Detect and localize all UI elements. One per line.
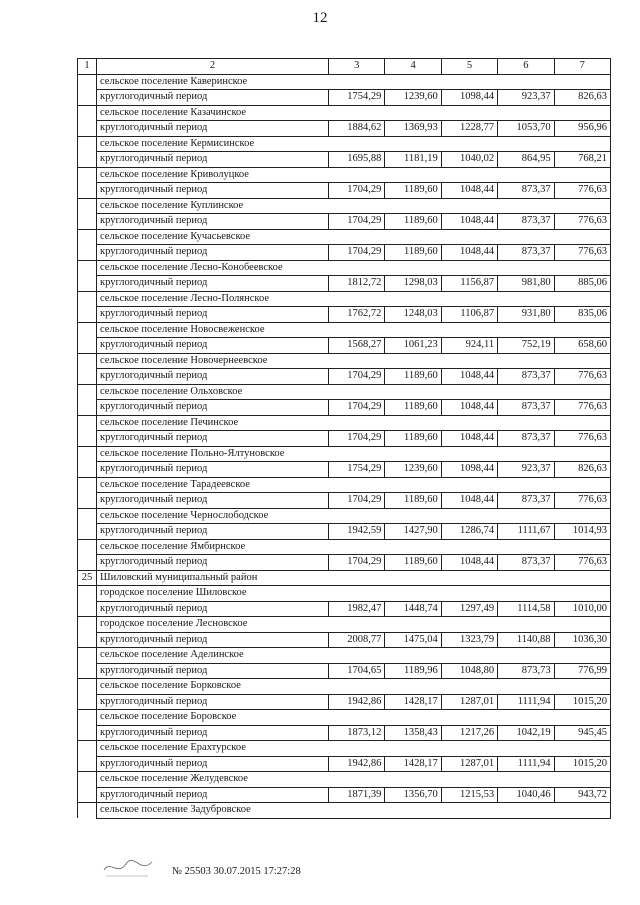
tariff-value: 873,37 xyxy=(498,245,554,261)
row-number-cell xyxy=(78,601,97,617)
district-number: 25 xyxy=(78,570,97,586)
tariff-value: 1704,29 xyxy=(329,555,385,571)
tariff-value: 945,45 xyxy=(554,725,610,741)
period-row xyxy=(78,183,611,199)
row-number-cell xyxy=(78,741,97,757)
column-header: 1 xyxy=(78,59,97,75)
row-number-cell xyxy=(78,772,97,788)
tariff-value: 956,96 xyxy=(554,121,610,137)
period-row xyxy=(78,493,611,509)
row-number-cell xyxy=(78,152,97,168)
period-row xyxy=(78,555,611,571)
settlement-name-row xyxy=(78,477,611,493)
tariff-value: 1369,93 xyxy=(385,121,441,137)
tariff-value: 1358,43 xyxy=(385,725,441,741)
period-row xyxy=(78,400,611,416)
tariff-value: 1942,59 xyxy=(329,524,385,540)
period-label: круглогодичный период xyxy=(97,307,329,323)
tariff-value: 1098,44 xyxy=(441,462,497,478)
tariff-value: 1040,02 xyxy=(441,152,497,168)
tariff-value: 1048,44 xyxy=(441,555,497,571)
tariff-value: 776,63 xyxy=(554,245,610,261)
tariff-value: 1189,60 xyxy=(385,431,441,447)
tariff-value: 885,06 xyxy=(554,276,610,292)
settlement-name: сельское поселение Аделинское xyxy=(97,648,611,664)
tariff-value: 1754,29 xyxy=(329,462,385,478)
period-row xyxy=(78,663,611,679)
settlement-name: сельское поселение Борковское xyxy=(97,679,611,695)
period-row xyxy=(78,725,611,741)
district-row xyxy=(78,570,611,586)
row-number-cell xyxy=(78,524,97,540)
row-number-cell xyxy=(78,183,97,199)
tariff-value: 1048,44 xyxy=(441,369,497,385)
tariff-value: 981,80 xyxy=(498,276,554,292)
settlement-name-row xyxy=(78,415,611,431)
row-number-cell xyxy=(78,74,97,90)
tariff-value: 1695,88 xyxy=(329,152,385,168)
row-number-cell xyxy=(78,679,97,695)
period-label: круглогодичный период xyxy=(97,663,329,679)
period-label: круглогодичный период xyxy=(97,431,329,447)
tariff-value: 1098,44 xyxy=(441,90,497,106)
tariff-value: 1427,90 xyxy=(385,524,441,540)
tariff-value: 1189,60 xyxy=(385,214,441,230)
settlement-name-row xyxy=(78,291,611,307)
tariff-value: 873,73 xyxy=(498,663,554,679)
column-number-row xyxy=(78,59,611,75)
settlement-name-row xyxy=(78,384,611,400)
tariff-value: 873,37 xyxy=(498,400,554,416)
row-number-cell xyxy=(78,121,97,137)
tariff-value: 864,95 xyxy=(498,152,554,168)
settlement-name-row xyxy=(78,586,611,602)
period-row xyxy=(78,245,611,261)
settlement-name: сельское поселение Кучасьевское xyxy=(97,229,611,245)
tariff-value: 1287,01 xyxy=(441,694,497,710)
tariff-value: 1298,03 xyxy=(385,276,441,292)
tariff-value: 776,63 xyxy=(554,493,610,509)
tariff-value: 1982,47 xyxy=(329,601,385,617)
tariff-value: 1036,30 xyxy=(554,632,610,648)
period-row xyxy=(78,524,611,540)
row-number-cell xyxy=(78,229,97,245)
signature-stamp xyxy=(100,856,160,880)
tariff-value: 1287,01 xyxy=(441,756,497,772)
settlement-name: сельское поселение Каверинское xyxy=(97,74,611,90)
tariff-value: 1189,60 xyxy=(385,400,441,416)
settlement-name: сельское поселение Куплинское xyxy=(97,198,611,214)
tariff-value: 835,06 xyxy=(554,307,610,323)
tariff-value: 923,37 xyxy=(498,90,554,106)
period-row xyxy=(78,152,611,168)
tariff-value: 873,37 xyxy=(498,555,554,571)
row-number-cell xyxy=(78,276,97,292)
period-label: круглогодичный период xyxy=(97,214,329,230)
period-label: круглогодичный период xyxy=(97,725,329,741)
tariff-value: 1040,46 xyxy=(498,787,554,803)
row-number-cell xyxy=(78,539,97,555)
tariff-value: 1942,86 xyxy=(329,694,385,710)
column-header: 6 xyxy=(498,59,554,75)
tariff-value: 776,63 xyxy=(554,431,610,447)
row-number-cell xyxy=(78,90,97,106)
settlement-name: сельское поселение Задубровское xyxy=(97,803,611,819)
settlement-name-row xyxy=(78,229,611,245)
tariff-value: 826,63 xyxy=(554,90,610,106)
tariff-value: 1812,72 xyxy=(329,276,385,292)
tariff-value: 1048,44 xyxy=(441,245,497,261)
tariff-value: 923,37 xyxy=(498,462,554,478)
tariff-value: 1297,49 xyxy=(441,601,497,617)
row-number-cell xyxy=(78,369,97,385)
column-header: 7 xyxy=(554,59,610,75)
tariff-value: 1704,29 xyxy=(329,400,385,416)
tariff-value: 1873,12 xyxy=(329,725,385,741)
tariff-value: 1356,70 xyxy=(385,787,441,803)
tariff-value: 1048,44 xyxy=(441,183,497,199)
settlement-name: сельское поселение Кермисинское xyxy=(97,136,611,152)
tariff-value: 1871,39 xyxy=(329,787,385,803)
row-number-cell xyxy=(78,648,97,664)
page-number: 12 xyxy=(312,10,328,26)
row-number-cell xyxy=(78,307,97,323)
tariff-value: 1042,19 xyxy=(498,725,554,741)
period-label: круглогодичный период xyxy=(97,787,329,803)
tariff-value: 1704,29 xyxy=(329,431,385,447)
tariff-value: 1704,29 xyxy=(329,493,385,509)
row-number-cell xyxy=(78,632,97,648)
tariff-value: 1048,44 xyxy=(441,493,497,509)
tariff-value: 1189,60 xyxy=(385,183,441,199)
row-number-cell xyxy=(78,384,97,400)
tariff-value: 1323,79 xyxy=(441,632,497,648)
tariff-value: 1061,23 xyxy=(385,338,441,354)
tariff-value: 826,63 xyxy=(554,462,610,478)
tariff-value: 873,37 xyxy=(498,369,554,385)
row-number-cell xyxy=(78,586,97,602)
tariff-value: 1215,53 xyxy=(441,787,497,803)
tariff-value: 873,37 xyxy=(498,431,554,447)
column-header: 5 xyxy=(441,59,497,75)
tariff-value: 1106,87 xyxy=(441,307,497,323)
tariff-table xyxy=(77,58,611,819)
period-row xyxy=(78,601,611,617)
settlement-name: сельское поселение Ольховское xyxy=(97,384,611,400)
tariff-value: 1704,29 xyxy=(329,245,385,261)
period-label: круглогодичный период xyxy=(97,183,329,199)
settlement-name: сельское поселение Новочернеевское xyxy=(97,353,611,369)
settlement-name: сельское поселение Печинское xyxy=(97,415,611,431)
settlement-name-row xyxy=(78,322,611,338)
row-number-cell xyxy=(78,462,97,478)
document-stamp-text: № 25503 30.07.2015 17:27:28 xyxy=(172,866,301,877)
tariff-value: 1053,70 xyxy=(498,121,554,137)
settlement-name: сельское поселение Тарадеевское xyxy=(97,477,611,493)
tariff-value: 1189,96 xyxy=(385,663,441,679)
settlement-name-row xyxy=(78,741,611,757)
period-row xyxy=(78,632,611,648)
period-label: круглогодичный период xyxy=(97,524,329,540)
tariff-value: 1448,74 xyxy=(385,601,441,617)
settlement-name-row xyxy=(78,617,611,633)
column-header: 3 xyxy=(329,59,385,75)
settlement-name-row xyxy=(78,198,611,214)
settlement-name-row xyxy=(78,679,611,695)
settlement-name: сельское поселение Лесно-Полянское xyxy=(97,291,611,307)
settlement-name-row xyxy=(78,710,611,726)
tariff-value: 1189,60 xyxy=(385,493,441,509)
tariff-value: 1189,60 xyxy=(385,245,441,261)
tariff-value: 1704,29 xyxy=(329,214,385,230)
period-row xyxy=(78,694,611,710)
period-row xyxy=(78,307,611,323)
row-number-cell xyxy=(78,400,97,416)
period-row xyxy=(78,431,611,447)
row-number-cell xyxy=(78,198,97,214)
tariff-value: 1942,86 xyxy=(329,756,385,772)
tariff-value: 776,63 xyxy=(554,183,610,199)
tariff-value: 1015,20 xyxy=(554,756,610,772)
tariff-value: 776,99 xyxy=(554,663,610,679)
tariff-value: 1189,60 xyxy=(385,369,441,385)
tariff-value: 1704,65 xyxy=(329,663,385,679)
tariff-value: 776,63 xyxy=(554,214,610,230)
tariff-value: 1428,17 xyxy=(385,694,441,710)
period-label: круглогодичный период xyxy=(97,462,329,478)
row-number-cell xyxy=(78,663,97,679)
settlement-name: городское поселение Шиловское xyxy=(97,586,611,602)
row-number-cell xyxy=(78,756,97,772)
period-label: круглогодичный период xyxy=(97,121,329,137)
tariff-value: 1140,88 xyxy=(498,632,554,648)
settlement-name-row xyxy=(78,260,611,276)
row-number-cell xyxy=(78,446,97,462)
row-number-cell xyxy=(78,787,97,803)
row-number-cell xyxy=(78,725,97,741)
tariff-value: 1704,29 xyxy=(329,183,385,199)
settlement-name-row xyxy=(78,136,611,152)
row-number-cell xyxy=(78,415,97,431)
tariff-value: 924,11 xyxy=(441,338,497,354)
tariff-value: 1754,29 xyxy=(329,90,385,106)
row-number-cell xyxy=(78,260,97,276)
tariff-value: 658,60 xyxy=(554,338,610,354)
period-row xyxy=(78,214,611,230)
row-number-cell xyxy=(78,353,97,369)
settlement-name-row xyxy=(78,105,611,121)
settlement-name: сельское поселение Чернослободское xyxy=(97,508,611,524)
settlement-name-row xyxy=(78,508,611,524)
row-number-cell xyxy=(78,322,97,338)
settlement-name: сельское поселение Криволуцкое xyxy=(97,167,611,183)
row-number-cell xyxy=(78,214,97,230)
settlement-name: городское поселение Лесновское xyxy=(97,617,611,633)
tariff-value: 1217,26 xyxy=(441,725,497,741)
tariff-value: 873,37 xyxy=(498,214,554,230)
tariff-table-body xyxy=(78,59,611,819)
tariff-value: 1048,44 xyxy=(441,214,497,230)
settlement-name: сельское поселение Ямбирнское xyxy=(97,539,611,555)
tariff-value: 873,37 xyxy=(498,493,554,509)
tariff-value: 1428,17 xyxy=(385,756,441,772)
tariff-value: 776,63 xyxy=(554,369,610,385)
period-row xyxy=(78,756,611,772)
tariff-value: 943,72 xyxy=(554,787,610,803)
period-label: круглогодичный период xyxy=(97,601,329,617)
settlement-name-row xyxy=(78,539,611,555)
settlement-name: сельское поселение Новосвеженское xyxy=(97,322,611,338)
tariff-value: 1189,60 xyxy=(385,555,441,571)
tariff-value: 1286,74 xyxy=(441,524,497,540)
settlement-name: сельское поселение Желудевское xyxy=(97,772,611,788)
period-label: круглогодичный период xyxy=(97,369,329,385)
period-label: круглогодичный период xyxy=(97,632,329,648)
tariff-value: 1114,58 xyxy=(498,601,554,617)
tariff-value: 1181,19 xyxy=(385,152,441,168)
period-label: круглогодичный период xyxy=(97,276,329,292)
row-number-cell xyxy=(78,136,97,152)
tariff-value: 1884,62 xyxy=(329,121,385,137)
period-label: круглогодичный период xyxy=(97,245,329,261)
column-header: 2 xyxy=(97,59,329,75)
tariff-value: 931,80 xyxy=(498,307,554,323)
row-number-cell xyxy=(78,245,97,261)
tariff-value: 1248,03 xyxy=(385,307,441,323)
period-row xyxy=(78,462,611,478)
settlement-name-row xyxy=(78,167,611,183)
period-label: круглогодичный период xyxy=(97,338,329,354)
settlement-name: сельское поселение Боровское xyxy=(97,710,611,726)
tariff-value: 1568,27 xyxy=(329,338,385,354)
tariff-value: 1048,80 xyxy=(441,663,497,679)
tariff-value: 1014,93 xyxy=(554,524,610,540)
tariff-value: 776,63 xyxy=(554,400,610,416)
row-number-cell xyxy=(78,291,97,307)
settlement-name-row xyxy=(78,74,611,90)
period-row xyxy=(78,369,611,385)
settlement-name: сельское поселение Польно-Ялтуновское xyxy=(97,446,611,462)
period-label: круглогодичный период xyxy=(97,756,329,772)
settlement-name: сельское поселение Ерахтурское xyxy=(97,741,611,757)
tariff-value: 1228,77 xyxy=(441,121,497,137)
period-row xyxy=(78,276,611,292)
tariff-value: 776,63 xyxy=(554,555,610,571)
row-number-cell xyxy=(78,477,97,493)
column-header: 4 xyxy=(385,59,441,75)
settlement-name-row xyxy=(78,772,611,788)
tariff-value: 1048,44 xyxy=(441,431,497,447)
tariff-value: 1704,29 xyxy=(329,369,385,385)
tariff-value: 1048,44 xyxy=(441,400,497,416)
row-number-cell xyxy=(78,710,97,726)
tariff-value: 1010,00 xyxy=(554,601,610,617)
settlement-name-row xyxy=(78,353,611,369)
row-number-cell xyxy=(78,431,97,447)
period-label: круглогодичный период xyxy=(97,152,329,168)
tariff-value: 768,21 xyxy=(554,152,610,168)
row-number-cell xyxy=(78,617,97,633)
row-number-cell xyxy=(78,555,97,571)
row-number-cell xyxy=(78,694,97,710)
tariff-value: 752,19 xyxy=(498,338,554,354)
period-label: круглогодичный период xyxy=(97,400,329,416)
tariff-value: 1015,20 xyxy=(554,694,610,710)
period-row xyxy=(78,787,611,803)
period-row xyxy=(78,338,611,354)
period-row xyxy=(78,90,611,106)
settlement-name-row xyxy=(78,446,611,462)
settlement-name-row xyxy=(78,803,611,819)
tariff-value: 1239,60 xyxy=(385,462,441,478)
settlement-name-row xyxy=(78,648,611,664)
period-label: круглогодичный период xyxy=(97,694,329,710)
tariff-value: 873,37 xyxy=(498,183,554,199)
tariff-value: 2008,77 xyxy=(329,632,385,648)
settlement-name: сельское поселение Казачинское xyxy=(97,105,611,121)
tariff-value: 1762,72 xyxy=(329,307,385,323)
period-row xyxy=(78,121,611,137)
settlement-name: сельское поселение Лесно-Конобеевское xyxy=(97,260,611,276)
period-label: круглогодичный период xyxy=(97,90,329,106)
period-label: круглогодичный период xyxy=(97,555,329,571)
tariff-value: 1156,87 xyxy=(441,276,497,292)
tariff-value: 1111,67 xyxy=(498,524,554,540)
row-number-cell xyxy=(78,167,97,183)
row-number-cell xyxy=(78,493,97,509)
district-name: Шиловский муниципальный район xyxy=(97,570,611,586)
tariff-value: 1111,94 xyxy=(498,694,554,710)
period-label: круглогодичный период xyxy=(97,493,329,509)
row-number-cell xyxy=(78,803,97,819)
row-number-cell xyxy=(78,508,97,524)
tariff-value: 1111,94 xyxy=(498,756,554,772)
tariff-value: 1239,60 xyxy=(385,90,441,106)
tariff-value: 1475,04 xyxy=(385,632,441,648)
row-number-cell xyxy=(78,105,97,121)
row-number-cell xyxy=(78,338,97,354)
